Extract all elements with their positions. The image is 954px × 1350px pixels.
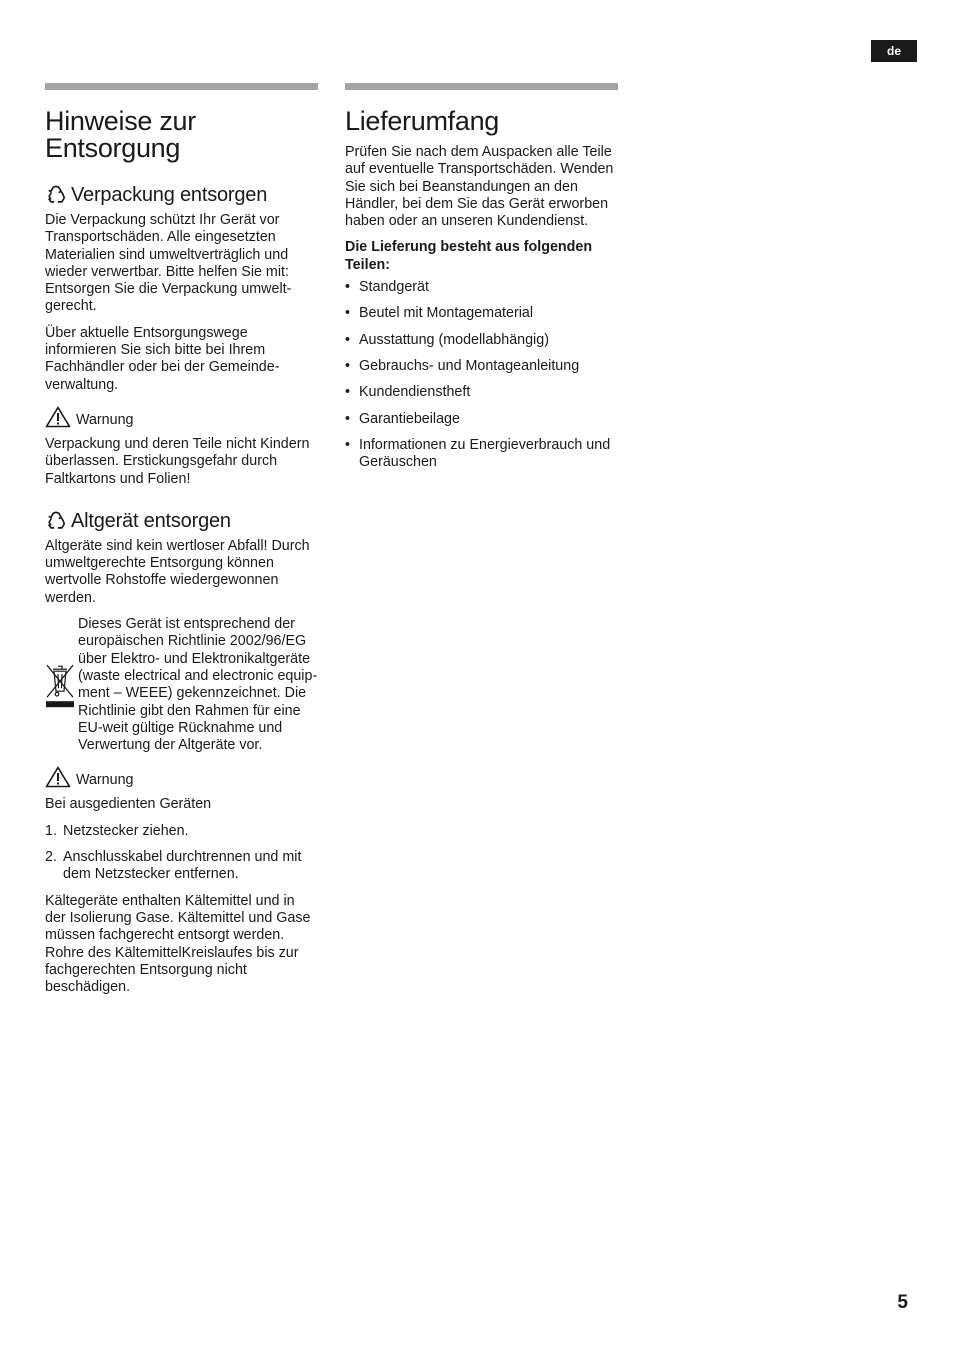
recycle-icon bbox=[45, 184, 67, 206]
list-item: • Informationen zu Energieverbrauch und Geräuschen bbox=[345, 437, 618, 472]
disposal-steps-list bbox=[45, 823, 318, 884]
step-number: 2. bbox=[45, 849, 57, 866]
disposal-warning-intro: Bei ausgedienten Geräten bbox=[45, 796, 212, 813]
packaging-heading-text: Verpackung entsorgen bbox=[71, 184, 268, 206]
disposal-title-line1: Hinweise zur bbox=[45, 106, 196, 136]
step-number: 1. bbox=[45, 822, 57, 839]
list-item: • Gebrauchs- und Montageanleitung bbox=[345, 358, 618, 375]
delivery-title: Lieferumfang bbox=[345, 106, 499, 136]
packaging-warning-text: Verpackung und deren Teile nicht Kindern überlassen. Erstickungsgefahr durch Faltkartons und Folien! bbox=[45, 435, 310, 487]
warning-label: Warnung bbox=[76, 772, 134, 789]
delivery-intro: Prüfen Sie nach dem Auspacken alle Teile auf eventuelle Transportschäden. Wenden Sie sich bei Beanstandungen an den Händler, bei dem Sie das Gerät erworben haben oder an unseren Kundendienst. bbox=[345, 144, 614, 230]
disposal-column bbox=[45, 83, 318, 1005]
weee-text: Dieses Gerät ist entsprechend der europäischen Richtlinie 2002/96/EG über Elektro- und Elektronikaltgeräte (waste electrical and electronic equipment – WEEE) gekennzeichnet. Die Richtlinie gibt den Rahmen für eine EU-weit gültige Rücknahme und Verwertung der Altgeräte vor. bbox=[78, 616, 318, 754]
list-item bbox=[45, 849, 318, 884]
recycle-icon bbox=[45, 510, 67, 532]
disposal-title bbox=[45, 108, 318, 162]
disposal-warning-heading bbox=[45, 766, 318, 788]
packaging-heading bbox=[45, 184, 318, 206]
list-item bbox=[45, 823, 318, 840]
old-appliance-heading bbox=[45, 510, 318, 532]
refrigerant-paragraph: Kältegeräte enthalten Kältemittel und in der Isolierung Gase. Kältemittel und Gase müssen fachgerecht entsorgt werden. Rohre des KältemittelKreislaufes bis zur fachgerechten Entsorgung nicht beschädigen. bbox=[45, 892, 311, 996]
page-number: 5 bbox=[897, 1292, 908, 1313]
section-rule bbox=[45, 83, 318, 90]
packaging-paragraph-2: Über aktuelle Entsorgungswege informieren Sie sich bitte bei Ihrem Fachhändler oder bei der Gemeindeverwaltung. bbox=[45, 324, 280, 393]
warning-icon bbox=[45, 406, 71, 428]
delivery-items-list bbox=[345, 279, 618, 471]
delivery-list-heading: Die Lieferung besteht aus folgenden Teilen: bbox=[345, 239, 593, 273]
language-badge: de bbox=[871, 40, 917, 62]
weee-block bbox=[45, 616, 318, 754]
step-text: Netzstecker ziehen. bbox=[63, 822, 189, 839]
old-appliance-paragraph: Altgeräte sind kein wertloser Abfall! Durch umweltgerechte Entsorgung können wertvolle Rohstoffe wiedergewonnen werden. bbox=[45, 537, 310, 606]
list-item: • Standgerät bbox=[345, 279, 618, 296]
packaging-paragraph-1: Die Verpackung schützt Ihr Gerät vor Transportschäden. Alle eingesetzten Materialien sind umweltverträglich und wieder verwertbar. Bitte helfen Sie mit: Entsorgen Sie die Verpackung umweltgerecht. bbox=[45, 212, 292, 315]
list-item: • Garantiebeilage bbox=[345, 411, 618, 428]
step-text: Anschlusskabel durchtrennen und mit dem Netzstecker entfernen. bbox=[63, 849, 302, 883]
list-item: • Beutel mit Montagematerial bbox=[345, 305, 618, 322]
warning-label: Warnung bbox=[76, 411, 134, 428]
packaging-warning-heading bbox=[45, 406, 318, 428]
disposal-title-line2: Entsorgung bbox=[45, 133, 181, 163]
list-item: • Ausstattung (modellabhängig) bbox=[345, 332, 618, 349]
delivery-column bbox=[345, 83, 618, 480]
old-appliance-heading-text: Altgerät entsorgen bbox=[71, 509, 231, 532]
crossed-bin-icon bbox=[45, 616, 75, 754]
warning-icon bbox=[45, 766, 71, 788]
list-item: • Kundendienstheft bbox=[345, 384, 618, 401]
section-rule bbox=[345, 83, 618, 90]
